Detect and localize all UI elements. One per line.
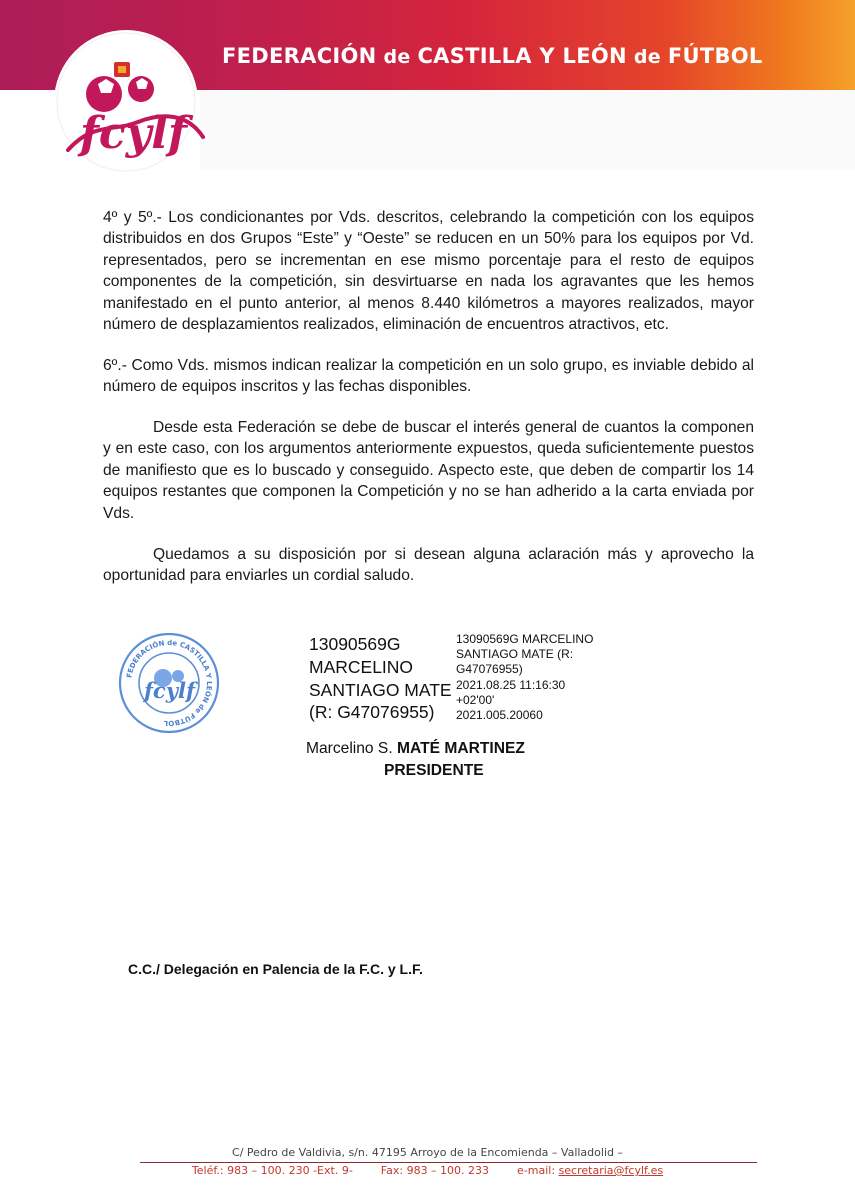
footer-email-label: e-mail: (517, 1164, 556, 1177)
signatory-title: PRESIDENTE (384, 762, 484, 779)
digital-signature-large (309, 633, 459, 724)
paragraph-4-5: 4º y 5º.- Los condicionantes por Vds. descritos, celebrando la competición con los equipos distribuidos en dos Grupos “Este” y “Oeste” se reducen en un 50% para los equipos por Vd. representados, pero se incrementan en ese mismo porcentaje para el resto de equipos componentes de la competición, sin desvirtuarse en nada los agravantes que les hemos manifestado en el punto anterior, al menos 8.440 kilómetros a mayores realizados, mayor número de desplazamientos realizados, eliminación de encuentros atractivos, etc. (103, 209, 754, 334)
sig-detail-line: 13090569G MARCELINO (456, 632, 594, 646)
sig-big-line: (R: G47076955) (309, 702, 435, 723)
title-castilla-leon: CASTILLA Y LEÓN (417, 44, 627, 68)
digital-signature-details (456, 632, 606, 723)
signatory-surname: MATÉ MARTINEZ (397, 740, 525, 757)
sig-big-line: MARCELINO (309, 656, 414, 677)
sig-detail-line: G47076955) (456, 662, 523, 677)
federation-title (222, 44, 763, 68)
federation-seal (118, 632, 220, 734)
sig-detail-line: SANTIAGO MATE (R: (456, 647, 574, 662)
footer-contact (0, 1164, 855, 1177)
sig-detail-line: 2021.08.25 11:16:30 (456, 677, 566, 692)
carbon-copy-line: C.C./ Delegación en Palencia de la F.C. y L.F. (128, 961, 423, 977)
title-futbol: FÚTBOL (667, 44, 763, 68)
header-band (200, 90, 855, 170)
seal-logo-lettering: fcylf (144, 678, 196, 703)
paragraph-despedida: Quedamos a su disposición por si desean alguna aclaración más y aprovecho la oportunidad para enviarles un cordial saludo. (103, 546, 754, 585)
title-de-1: de (376, 46, 418, 68)
paragraph-interes-general: Desde esta Federación se debe de buscar el interés general de cuantos la componen y en este caso, con los argumentos anteriormente expuestos, queda suficientemente puestos de manifiesto que es lo buscado y conseguido. Aspecto este, que deben de compartir los 14 equipos restantes que componen la Competición y no se han adherido a la carta enviada por Vds. (103, 419, 754, 522)
footer-fax: Fax: 983 – 100. 233 (380, 1164, 490, 1177)
signatory-name (306, 740, 525, 758)
footer-phone: Teléf.: 983 – 100. 230 -Ext. 9- (191, 1164, 353, 1177)
signatory-first-name: Marcelino S. (306, 740, 397, 757)
footer-email-link[interactable]: secretaria@fcylf.es (558, 1164, 664, 1177)
sig-big-line: SANTIAGO MATE (309, 679, 452, 700)
fcylf-logo (38, 22, 228, 172)
footer-divider (140, 1162, 757, 1163)
sig-detail-line: +02'00' (456, 692, 495, 707)
paragraph-6: 6º.- Como Vds. mismos indican realizar la competición en un solo grupo, es inviable debido al número de equipos inscritos y las fechas disponibles. (103, 357, 754, 396)
footer-address: C/ Pedro de Valdivia, s/n. 47195 Arroyo de la Encomienda – Valladolid – (232, 1146, 623, 1159)
logo-lettering: fcylf (80, 108, 187, 159)
sig-big-line: 13090569G (309, 634, 401, 654)
title-federacion: FEDERACIÓN (222, 44, 377, 68)
sig-detail-line: 2021.005.20060 (456, 708, 543, 723)
seal-ring-text: FEDERACIÓN de CASTILLA Y LEÓN de FÚTBOL (125, 638, 214, 728)
title-de-2: de (626, 46, 668, 68)
